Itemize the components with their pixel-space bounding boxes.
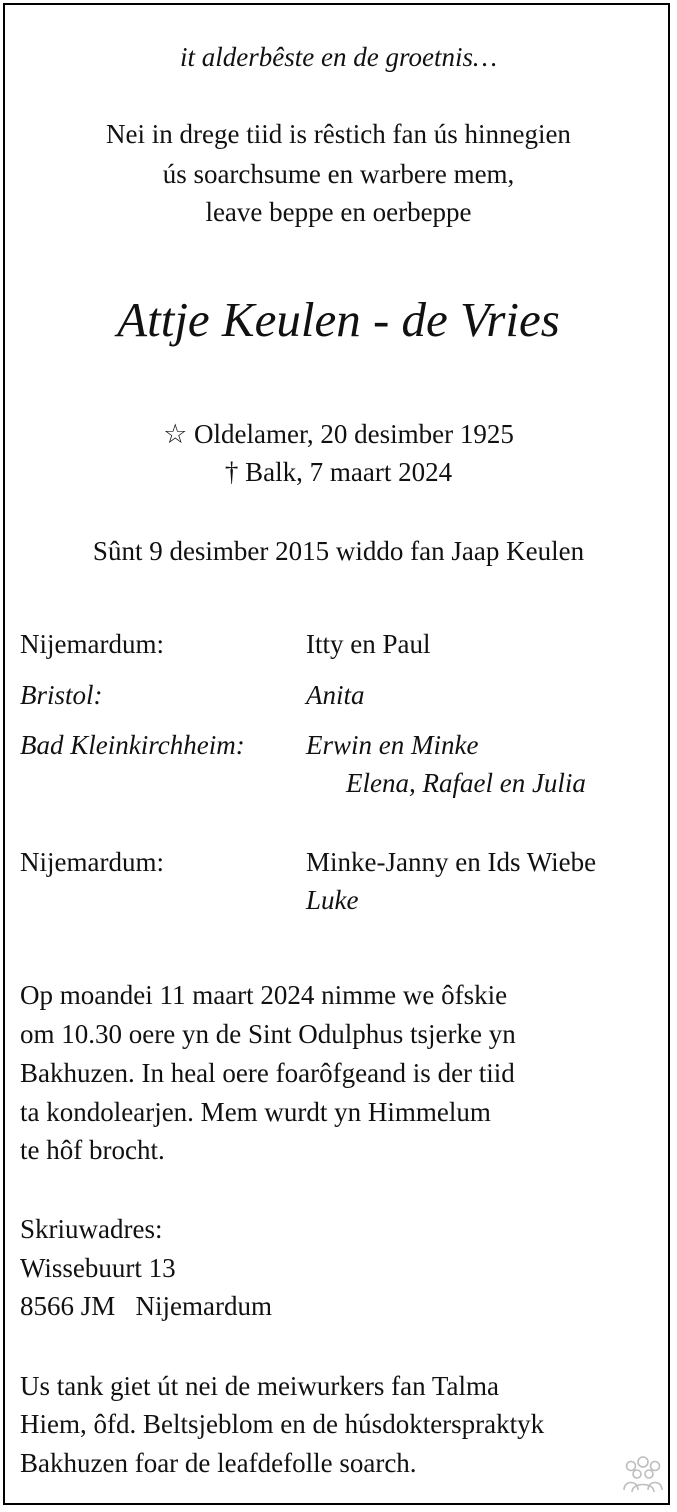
- death-line: † Balk, 7 maart 2024: [224, 457, 453, 487]
- announcement-line-2: ús soarchsume en warbere mem,: [162, 159, 515, 189]
- family-place-1: Nijemardum:: [20, 629, 164, 659]
- address-city: 8566 JM Nijemardum: [20, 1291, 272, 1321]
- thanks-line-1: Us tank giet út nei de meiwurkers fan Talma: [20, 1371, 499, 1401]
- widow-line: Sûnt 9 desimber 2015 widdo fan Jaap Keulen: [92, 536, 585, 566]
- family-place-3: Bad Kleinkirchheim:: [20, 730, 245, 760]
- family-children-4: Luke: [306, 885, 359, 915]
- announcement-line-3: leave beppe en oerbeppe: [205, 197, 472, 227]
- address-street: Wissebuurt 13: [20, 1253, 176, 1283]
- service-line-3: Bakhuzen. In heal oere foarôfgeand is der tiid: [20, 1058, 515, 1088]
- family-place-4: Nijemardum:: [20, 847, 164, 877]
- people-group-icon: [620, 1454, 666, 1494]
- deceased-name: Attje Keulen - de Vries: [117, 292, 560, 347]
- opening-quote: it alderbêste en de groetnis…: [180, 42, 497, 72]
- family-names-1: Itty en Paul: [306, 629, 431, 659]
- family-names-3: Erwin en Minke: [306, 730, 479, 760]
- birth-line: ☆ Oldelamer, 20 desimber 1925: [163, 419, 514, 449]
- service-line-2: om 10.30 oere yn de Sint Odulphus tsjerke yn: [20, 1019, 516, 1049]
- thanks-line-3: Bakhuzen foar de leafdefolle soarch.: [20, 1448, 417, 1478]
- address-label: Skriuwadres:: [20, 1214, 163, 1244]
- thanks-line-2: Hiem, ôfd. Beltsjeblom en de húsdokterspraktyk: [20, 1409, 545, 1439]
- service-line-4: ta kondolearjen. Mem wurdt yn Himmelum: [20, 1097, 491, 1127]
- family-place-2: Bristol:: [20, 680, 103, 710]
- service-line-1: Op moandei 11 maart 2024 nimme we ôfskie: [20, 980, 508, 1010]
- family-names-2: Anita: [306, 680, 365, 710]
- service-line-5: te hôf brocht.: [20, 1135, 165, 1165]
- family-children-3: Elena, Rafael en Julia: [346, 768, 586, 798]
- family-names-4: Minke-Janny en Ids Wiebe: [306, 847, 597, 877]
- announcement-line-1: Nei in drege tiid is rêstich fan ús hinnegien: [106, 119, 571, 149]
